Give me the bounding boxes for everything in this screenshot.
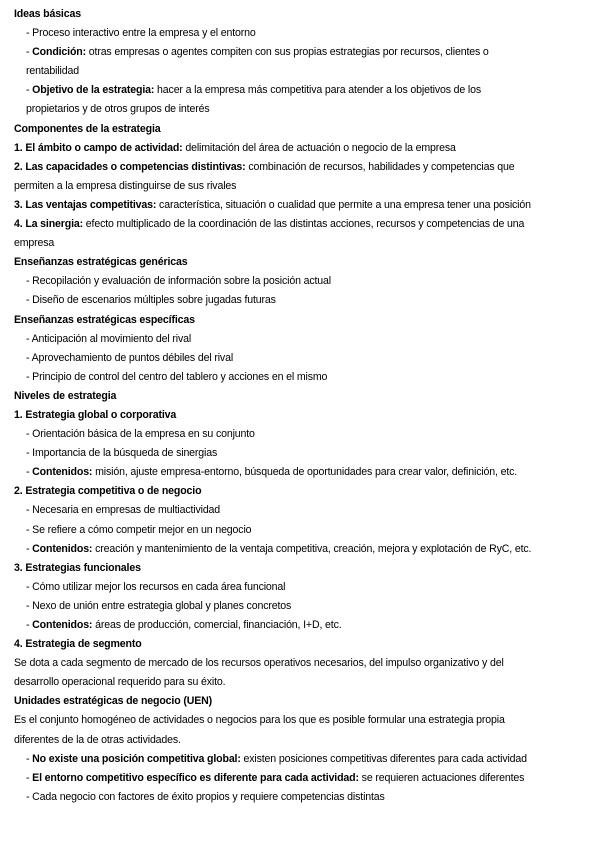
list-item: - No existe una posición competitiva global: existen posiciones competitivas diferentes para cada actividad (26, 752, 527, 765)
section-title-uen: Unidades estratégicas de negocio (UEN) (14, 695, 212, 708)
paragraph: Es el conjunto homogéneo de actividades o negocios para los que es posible formular una estrategia propia (14, 714, 505, 727)
subsection-title-competitiva: 2. Estrategia competitiva o de negocio (14, 485, 202, 498)
paragraph: Se dota a cada segmento de mercado de los recursos operativos necesarios, del impulso organizativo y del (14, 657, 504, 670)
list-item: - Nexo de unión entre estrategia global y planes concretos (26, 599, 292, 612)
list-item-continuation: rentabilidad (26, 65, 79, 78)
section-title-especificas: Enseñanzas estratégicas específicas (14, 313, 195, 326)
list-item: - Proceso interactivo entre la empresa y el entorno (26, 27, 256, 40)
list-item: - Cómo utilizar mejor los recursos en cada área funcional (26, 580, 286, 593)
paragraph-continuation: desarrollo operacional requerido para su éxito. (14, 676, 226, 689)
component-item: 3. Las ventajas competitivas: característica, situación o cualidad que permite a una empresa tener una posición (14, 198, 531, 211)
list-item: - Contenidos: creación y mantenimiento de la ventaja competitiva, creación, mejora y explotación de RyC, etc. (26, 542, 532, 555)
list-item: - Se refiere a cómo competir mejor en un negocio (26, 523, 252, 536)
list-item: - Contenidos: misión, ajuste empresa-entorno, búsqueda de oportunidades para crear valor, definición, etc. (26, 466, 518, 479)
component-item: 1. El ámbito o campo de actividad: delimitación del área de actuación o negocio de la empresa (14, 141, 456, 154)
list-item: - Importancia de la búsqueda de sinergias (26, 447, 218, 460)
component-item: 2. Las capacidades o competencias distintivas: combinación de recursos, habilidades y competencias que (14, 160, 515, 173)
list-item: - Recopilación y evaluación de información sobre la posición actual (26, 275, 331, 288)
subsection-title-global: 1. Estrategia global o corporativa (14, 408, 177, 421)
list-item: - Principio de control del centro del tablero y acciones en el mismo (26, 370, 328, 383)
list-item-continuation: propietarios y de otros grupos de interés (26, 103, 210, 116)
list-item: - Necesaria en empresas de multiactividad (26, 504, 221, 517)
list-item: - Orientación básica de la empresa en su conjunto (26, 428, 255, 441)
list-item: - Condición: otras empresas o agentes compiten con sus propias estrategias por recursos, clientes o (26, 46, 489, 59)
list-item: - El entorno competitivo específico es diferente para cada actividad: se requieren actuaciones diferentes (26, 771, 525, 784)
list-item: - Diseño de escenarios múltiples sobre jugadas futuras (26, 294, 276, 307)
list-item: - Anticipación al movimiento del rival (26, 332, 192, 345)
list-item: - Cada negocio con factores de éxito propios y requiere competencias distintas (26, 790, 385, 803)
section-title-componentes: Componentes de la estrategia (14, 122, 161, 135)
subsection-title-segmento: 4. Estrategia de segmento (14, 638, 142, 651)
list-item: - Contenidos: áreas de producción, comercial, financiación, I+D, etc. (26, 619, 342, 631)
section-title-ideas: Ideas básicas (14, 8, 81, 20)
subsection-title-funcionales: 3. Estrategias funcionales (14, 561, 141, 574)
section-title-niveles: Niveles de estrategia (14, 389, 117, 402)
list-item: - Objetivo de la estrategia: hacer a la empresa más competitiva para atender a los objetivos de los (26, 84, 482, 97)
section-title-genericas: Enseñanzas estratégicas genéricas (14, 256, 188, 269)
component-item-continuation: permiten a la empresa distinguirse de sus rivales (14, 179, 237, 192)
component-item: 4. La sinergia: efecto multiplicado de la coordinación de las distintas acciones, recursos y competencias de una (14, 218, 525, 231)
paragraph-continuation: diferentes de la de otras actividades. (14, 733, 181, 746)
component-item-continuation: empresa (14, 237, 55, 250)
list-item: - Aprovechamiento de puntos débiles del rival (26, 351, 234, 364)
